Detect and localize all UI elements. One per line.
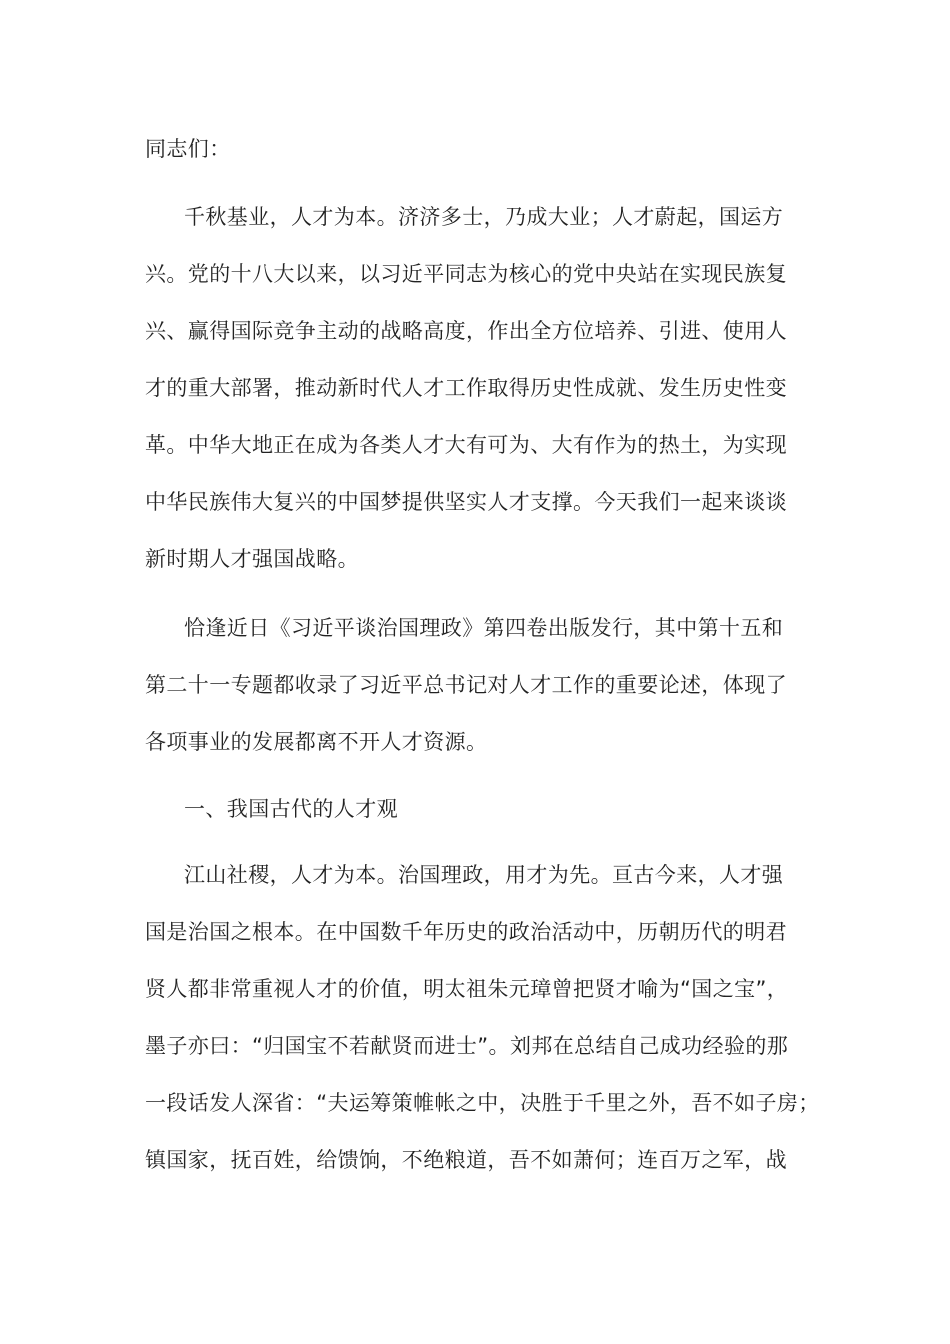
paragraph-1-line-6: 中华民族伟大复兴的中国梦提供坚实人才支撑。今天我们一起来谈谈: [145, 490, 787, 514]
paragraph-3-line-6: 镇国家，抚百姓，给馈饷，不绝粮道，吾不如萧何；连百万之军，战: [145, 1148, 787, 1172]
paragraph-1-line-3: 兴、赢得国际竞争主动的战略高度，作出全方位培养、引进、使用人: [145, 319, 787, 343]
paragraph-1-line-5: 革。中华大地正在成为各类人才大有可为、大有作为的热土，为实现: [145, 433, 787, 457]
section-heading: 一、我国古代的人才观: [184, 797, 398, 821]
paragraph-1-line-1: 千秋基业，人才为本。济济多士，乃成大业；人才蔚起，国运方: [184, 205, 784, 229]
paragraph-2-line-2: 第二十一专题都收录了习近平总书记对人才工作的重要论述，体现了: [145, 673, 787, 697]
paragraph-3-line-2: 国是治国之根本。在中国数千年历史的政治活动中，历朝历代的明君: [145, 920, 787, 944]
paragraph-2-line-1: 恰逢近日《习近平谈治国理政》第四卷出版发行，其中第十五和: [184, 616, 784, 640]
paragraph-3-line-1: 江山社稷，人才为本。治国理政，用才为先。亘古今来，人才强: [184, 863, 784, 887]
paragraph-1-line-2: 兴。党的十八大以来，以习近平同志为核心的党中央站在实现民族复: [145, 262, 787, 286]
paragraph-2-line-3: 各项事业的发展都离不开人才资源。: [145, 730, 488, 754]
paragraph-3-line-3: 贤人都非常重视人才的价值，明太祖朱元璋曾把贤才喻为“国之宝”，: [145, 977, 789, 1001]
paragraph-3-line-4: 墨子亦曰：“归国宝不若献贤而进士”。刘邦在总结自己成功经验的那: [145, 1034, 789, 1058]
salutation: 同志们：: [145, 137, 231, 161]
paragraph-1-line-7: 新时期人才强国战略。: [145, 547, 359, 571]
paragraph-3-line-5: 一段话发人深省：“夫运筹策帷帐之中，决胜于千里之外，吾不如子房；: [145, 1091, 820, 1115]
paragraph-1-line-4: 才的重大部署，推动新时代人才工作取得历史性成就、发生历史性变: [145, 376, 787, 400]
